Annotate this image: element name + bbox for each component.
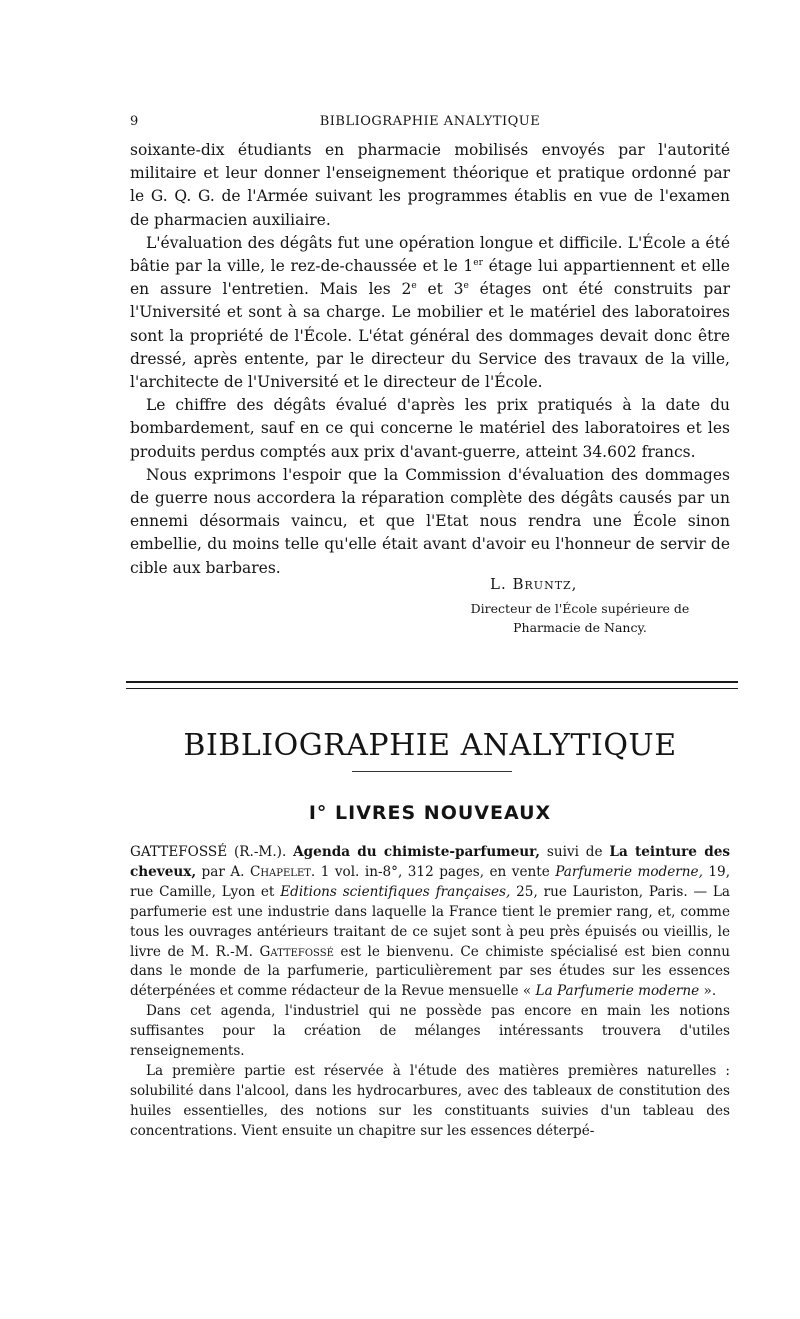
paragraph-4: Nous exprimons l'espoir que la Commission d'évaluation des dommages de guerre nous accordera la réparation complète des dégâts causés par un ennemi désormais vaincu, et que l'Etat nous rendra une École sinon embellie, du moins telle qu'elle était avant d'avoir eu l'honneur de servir de cible aux barbares. [130, 465, 730, 577]
paragraph-2-part-b: étage lui appartiennent et elle en assure l'entretien. Mais les 2 [130, 257, 730, 299]
superscript-er: er [473, 257, 483, 268]
signature-role [430, 599, 730, 637]
book-review [130, 843, 730, 1142]
review-rest-1: est le bienvenu. Ce chimiste spécialisé est bien connu dans le monde de la parfumerie, particulièrement par ses études sur les essences déterpénées et comme rédacteur de la Revue mensuelle « [130, 943, 730, 1000]
review-journal: La Parfumerie moderne [535, 983, 700, 1000]
paragraph-2-part-d: étages ont été construits par l'Université et sont à sa charge. Le mobilier et le matériel des laboratoires sont la propriété de l'École. L'état général des dommages devait donc être dressé, après entente, par le directeur du Service des travaux de la ville, l'architecte de l'Université et le directeur de l'École. [130, 280, 730, 392]
review-paragraph-2: Dans cet agenda, l'industriel qui ne possède pas encore en main les notions suffisantes pour la création de mélanges intéressants trouvera d'utiles renseignements. [130, 1003, 730, 1060]
running-head-title: BIBLIOGRAPHIE ANALYTIQUE [319, 114, 541, 129]
paragraph-2 [130, 232, 730, 394]
superscript-e-2: e [411, 281, 417, 292]
signature-role-line-2: Pharmacie de Nancy. [513, 620, 647, 635]
paragraph-3: Le chiffre des dégâts évalué d'après les prix pratiqués à la date du bombardement, sauf en ce qui concerne le matériel des laboratoires et les produits perdus comptés aux prix d'avant-guerre, atteint 34.602 francs. [130, 396, 730, 461]
superscript-e-3: e [463, 281, 469, 292]
signature-role-line-1: Directeur de l'École supérieure de [470, 601, 690, 616]
review-address-1: 19, rue Camille, Lyon et [130, 863, 731, 900]
review-book-title: Agenda du chimiste-parfumeur, [293, 844, 541, 860]
running-head [130, 114, 730, 134]
review-text-suivi: suivi de [540, 844, 610, 860]
review-rest-2: ». [699, 983, 717, 1000]
page-number: 9 [130, 114, 139, 129]
paragraph-2-part-c: et 3 [416, 280, 464, 299]
paragraph-2-part-a: L'évaluation des dégâts fut une opération longue et difficile. L'École a été bâtie par la ville, le rez-de-chaussée et le 1 [130, 233, 730, 276]
review-text-par: par A. [196, 863, 250, 880]
paragraph-1: soixante-dix étudiants en pharmacie mobilisés envoyés par l'autorité militaire et leur donner l'enseignement théorique et pratique ordonné par le G. Q. G. de l'Armée suivant les programmes établis en vue de l'examen de pharmacien auxiliaire. [130, 141, 730, 229]
review-details: 1 vol. in-8°, 312 pages, en vente [315, 863, 556, 880]
section-title: BIBLIOGRAPHIE ANALYTIQUE [183, 728, 677, 763]
signature-block [130, 575, 730, 637]
review-co-author: Chapelet. [249, 863, 316, 880]
section-title-rule [352, 771, 512, 772]
review-author: GATTEFOSSÉ (R.-M.). [130, 844, 287, 860]
review-address-2: 25, rue Lauriston, Paris. — La parfumerie est une industrie dans laquelle la France tient le premier rang, et, comme tous les ouvrages antérieurs traitant de ce sujet sont à peu près épuisés ou vieillis, le livre de M. R.-M. [130, 883, 730, 960]
section-divider [126, 681, 738, 689]
review-paragraph-1 [130, 843, 730, 1002]
review-publisher-2: Editions scientifiques françaises, [280, 883, 511, 900]
subsection-title: I° LIVRES NOUVEAUX [308, 802, 552, 824]
review-author-smallcaps: Gattefossé [259, 943, 334, 960]
review-paragraph-3: La première partie est réservée à l'étude des matières premières naturelles : solubilité dans l'alcool, dans les hydrocarbures, avec des tableaux de constitution des huiles essentielles, des notions sur les constituants suivies d'un tableau des concentrations. Vient ensuite un chapitre sur les essences déterpé- [130, 1062, 730, 1139]
review-book-title-2: La teinture des cheveux, [130, 844, 730, 880]
article-body [130, 139, 730, 580]
signature-name: L. Bruntz, [490, 575, 578, 593]
review-publisher-1: Parfumerie moderne, [555, 863, 703, 880]
